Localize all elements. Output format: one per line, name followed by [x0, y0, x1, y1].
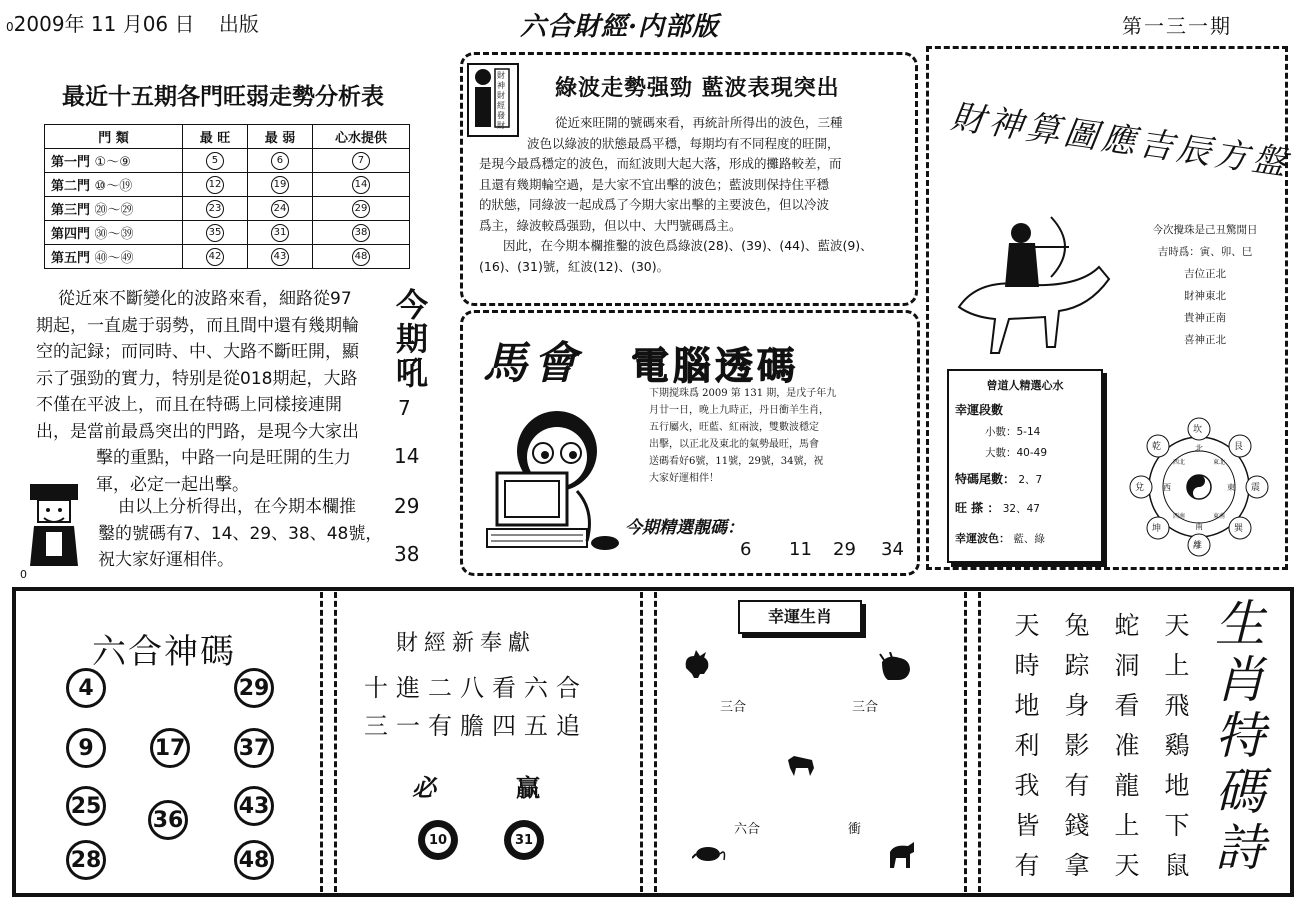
compass-diag-label: 東南: [1213, 513, 1226, 520]
compass-outer-label: 巽: [1234, 524, 1244, 534]
offering-number: [418, 820, 458, 860]
fortune-title: 財神算圖應吉辰方盤: [948, 96, 1293, 185]
wave-line: 是現今最爲穩定的波色，而紅波則大起大落，形成的攤路較差，而: [479, 156, 842, 171]
small-range: 小數：5-14: [985, 426, 1041, 438]
most-value: 5: [206, 152, 224, 170]
wave-color-label: 幸運波色：: [955, 532, 1010, 545]
zodiac-label: 六合: [734, 822, 761, 837]
para-line: 期起，一直處于弱勢，而且間中還有幾期輪: [36, 315, 359, 336]
offering-line-2: 三一有膽四五追: [364, 712, 588, 740]
offering-number: [504, 820, 544, 860]
fortune-line: 吉位正北: [1184, 268, 1226, 280]
computer-line: 下期搅珠爲 2009 第 131 期，是戊子年九: [649, 388, 837, 399]
para-line: 軍，必定一起出擊。: [96, 474, 249, 495]
analysis-paragraph-3: [98, 494, 388, 574]
divider: [320, 592, 323, 892]
wave-panel: [460, 52, 918, 306]
row-name: 第四門: [51, 227, 91, 242]
wave-line: 的狀態，同綠波一起成爲了今期大家出擊的主要波色，但以冷波: [479, 197, 830, 212]
selected-number: 6: [740, 539, 752, 560]
compass-dir-label: 南: [1195, 522, 1203, 531]
table-row: [45, 197, 410, 221]
col-header: 門 類: [45, 125, 183, 149]
para-line: 從近來不斷變化的波路來看，細路從97: [58, 289, 352, 309]
least-value: 19: [271, 176, 289, 194]
hot-value: 32、47: [1002, 503, 1040, 515]
row-name: 第五門: [51, 251, 91, 266]
divine-number: 25: [66, 786, 106, 826]
page-marker: 0: [20, 568, 27, 581]
col-header: 心水提供: [312, 125, 409, 149]
wave-color-value: 藍、綠: [1013, 533, 1045, 545]
col-header: 最 弱: [247, 125, 312, 149]
computer-body: [649, 385, 869, 487]
zodiac-label: 三合: [852, 700, 879, 715]
col-header: 最 旺: [183, 125, 248, 149]
divine-number: 43: [234, 786, 274, 826]
computer-title-left: 馬會: [483, 338, 583, 389]
fortune-info: [1125, 219, 1285, 351]
row-range: ①～⑨: [94, 155, 131, 170]
goat-icon: [786, 752, 818, 782]
analysis-paragraph-1: [36, 286, 376, 445]
table-row: [45, 149, 410, 173]
zodiac-label: 衝: [848, 822, 862, 837]
lucky-label: 幸運段數: [955, 403, 1004, 417]
least-value: 24: [271, 200, 289, 218]
selected-number: 29: [833, 539, 856, 560]
wave-line: (16)、(31)號，紅波(12)、(30)。: [479, 258, 670, 274]
header-date: 02009年 11 月06 日 出版: [6, 12, 259, 36]
stamp-text: 財神財經發財: [497, 71, 505, 130]
tip-value: 29: [352, 200, 370, 218]
row-range: ⑩～⑲: [94, 179, 133, 194]
most-value: 35: [206, 224, 224, 242]
compass-diag-label: 西南: [1173, 513, 1186, 520]
win-char-2: 贏: [516, 773, 540, 802]
computer-line: 月廿一日，晚上九時正，丹日衝羊生肖，: [649, 405, 829, 416]
tail-value: 2、7: [1018, 474, 1043, 486]
most-value: 12: [206, 176, 224, 194]
offering-number-text: 31: [511, 827, 537, 853]
compass-outer-label: 乾: [1152, 442, 1162, 452]
roar-number: 38: [394, 542, 420, 566]
compass-outer-label: 坎: [1193, 425, 1203, 435]
computer-line: 送碼看好6號，11號，29號，34號，祝: [649, 456, 824, 467]
tip-value: 38: [352, 224, 370, 242]
ox-icon: [878, 652, 914, 688]
publish-label: 出版: [218, 12, 259, 36]
divine-number: 28: [66, 840, 106, 880]
row-range: ⑳～㉙: [94, 203, 134, 218]
poem-column: 蛇洞看准龍上天: [1114, 611, 1140, 880]
compass-diag-label: 東北: [1213, 459, 1226, 466]
compass-outer-label: 坤: [1152, 524, 1162, 534]
table-row: [45, 221, 410, 245]
compass-outer-label: 兌: [1135, 483, 1145, 493]
divine-number: 9: [66, 728, 106, 768]
rooster-icon: [680, 648, 714, 684]
divine-number: 37: [234, 728, 274, 768]
divine-number: 29: [234, 668, 274, 708]
para-line: 擊的重點，中路一向是旺開的生力: [96, 448, 351, 468]
divider: [640, 592, 643, 892]
horse-icon: [886, 840, 918, 874]
wave-line: 波色以綠波的狀態最爲平穩，每期均有不同程度的旺開，: [527, 135, 840, 151]
para-line: 出，是當前最爲突出的門路，是現今大家出: [36, 421, 359, 442]
selected-label: 今期精選靚碼：: [625, 518, 744, 538]
divine-number: 17: [150, 728, 190, 768]
row-name: 第一門: [51, 155, 91, 170]
divine-number: 4: [66, 668, 106, 708]
fortune-line: 吉時爲：寅、卯、巳: [1157, 246, 1253, 258]
roar-number: 7: [398, 396, 411, 420]
compass-dir-label: 東: [1227, 483, 1235, 492]
row-name: 第三門: [51, 203, 91, 218]
offering-title: 財經新奉獻: [396, 631, 537, 656]
wave-body: [479, 113, 909, 277]
issue-number: 第一三一期: [1122, 14, 1232, 38]
computer-panel: [460, 310, 920, 576]
analysis-title: 最近十五期各門旺弱走勢分析表: [62, 83, 384, 110]
divine-title: 六合神碼: [92, 632, 236, 672]
tips-title: 曾道人精選心水: [986, 379, 1064, 392]
archer-on-horse-icon: [939, 207, 1115, 357]
computer-title-right: 電腦透碼: [631, 343, 800, 388]
computer-line: 大家好運相伴！: [649, 473, 719, 484]
deity-portrait-icon: [26, 482, 82, 566]
compass-dir-label: 西: [1163, 483, 1171, 492]
tip-value: 48: [352, 248, 370, 266]
roar-number: 14: [394, 444, 420, 468]
least-value: 6: [271, 152, 289, 170]
divine-number: 36: [148, 800, 188, 840]
row-range: ㉚～㊴: [94, 227, 134, 242]
divider: [334, 592, 337, 892]
divider: [654, 592, 657, 892]
compass-outer-label: 艮: [1234, 442, 1244, 452]
fortune-panel: [926, 46, 1293, 570]
big-range: 大數：40-49: [985, 447, 1048, 459]
compass-outer-label: 震: [1251, 483, 1261, 493]
most-value: 42: [206, 248, 224, 266]
para-line: 由以上分析得出，在今期本欄推: [118, 497, 356, 517]
wave-line: 爲主，綠波較爲强勁，但以中、大門號碼爲主。: [479, 217, 742, 233]
bagua-compass: [1129, 417, 1269, 557]
selected-number: 11: [789, 539, 812, 560]
fortune-line: 財神東北: [1184, 290, 1226, 302]
compass-diag-label: 西北: [1173, 459, 1186, 466]
tip-value: 7: [352, 152, 370, 170]
wave-line: 從近來旺開的號碼來看，再統計所得出的波色，三種: [555, 115, 843, 130]
masthead-title: 六合財經·内部版: [520, 12, 720, 42]
offering-line-1: 十進二八看六合: [364, 674, 588, 702]
wave-title: 綠波走勢强勁 藍波表現突出: [555, 76, 840, 101]
poem-column: 天上飛鷄地下鼠: [1164, 611, 1190, 880]
tips-box: [947, 369, 1103, 563]
compass-outer-label: 離: [1193, 541, 1203, 551]
wave-line: 因此，在今期本欄推鑿的波色爲綠波(28)、(39)、(44)、藍波(9)、: [503, 238, 873, 253]
para-line: 祝大家好運相伴。: [98, 550, 234, 570]
para-line: 空的記録；而同時、中、大路不斷旺開，顯: [36, 342, 359, 362]
fortune-line: 喜神正北: [1184, 334, 1226, 346]
table-row: [45, 173, 410, 197]
date-text: 2009年 11 月06 日: [13, 12, 195, 36]
para-line: 鑿的號碼有7、14、29、38、48號，: [98, 523, 383, 544]
tail-label: 特碼尾數：: [955, 472, 1016, 486]
hot-label: 旺 搽 ：: [955, 501, 1000, 515]
divine-number: 48: [234, 840, 274, 880]
cartoon-computer-icon: [477, 401, 627, 561]
divider: [978, 592, 981, 892]
offering-number-text: 10: [425, 827, 451, 853]
row-name: 第二門: [51, 179, 91, 194]
win-char-1: 必: [412, 773, 436, 802]
table-row: [45, 245, 410, 269]
rat-icon: [692, 842, 726, 868]
zodiac-label: 三合: [720, 700, 747, 715]
tip-value: 14: [352, 176, 370, 194]
roar-title: 今期吼: [395, 286, 428, 392]
computer-line: 出擊，以正北及東北的氣勢最旺，馬會: [649, 439, 819, 450]
selected-number: 34: [881, 539, 904, 560]
fortune-line: 今次攪珠是己丑驚閒日: [1152, 224, 1258, 236]
least-value: 31: [271, 224, 289, 242]
analysis-table: [44, 124, 410, 269]
compass-dir-label: 北: [1195, 444, 1203, 453]
computer-line: 五行屬火，旺藍、紅兩波，雙數波穩定: [649, 422, 819, 433]
poem-column: 兔踪身影有錢拿: [1064, 611, 1090, 880]
zodiac-title: 幸運生肖: [738, 600, 862, 634]
row-range: ㊵～㊾: [94, 251, 134, 266]
para-line: 示了强勁的實力，特别是從018期起，大路: [36, 368, 358, 389]
fortune-line: 貴神正南: [1184, 312, 1226, 324]
poem-column: 天時地利我皆有: [1014, 611, 1040, 880]
wave-line: 且還有幾期輪空過，是大家不宜出擊的波色；藍波則保持住平穩: [479, 176, 830, 192]
poem-title: 生肖特碼詩: [1215, 595, 1265, 877]
analysis-paragraph-2: [96, 445, 376, 498]
divider: [964, 592, 967, 892]
least-value: 43: [271, 248, 289, 266]
table-header-row: [45, 125, 410, 149]
roar-number: 29: [394, 494, 420, 518]
para-line: 不僅在平波上，而且在特碼上同樣接連開: [36, 395, 342, 415]
most-value: 23: [206, 200, 224, 218]
